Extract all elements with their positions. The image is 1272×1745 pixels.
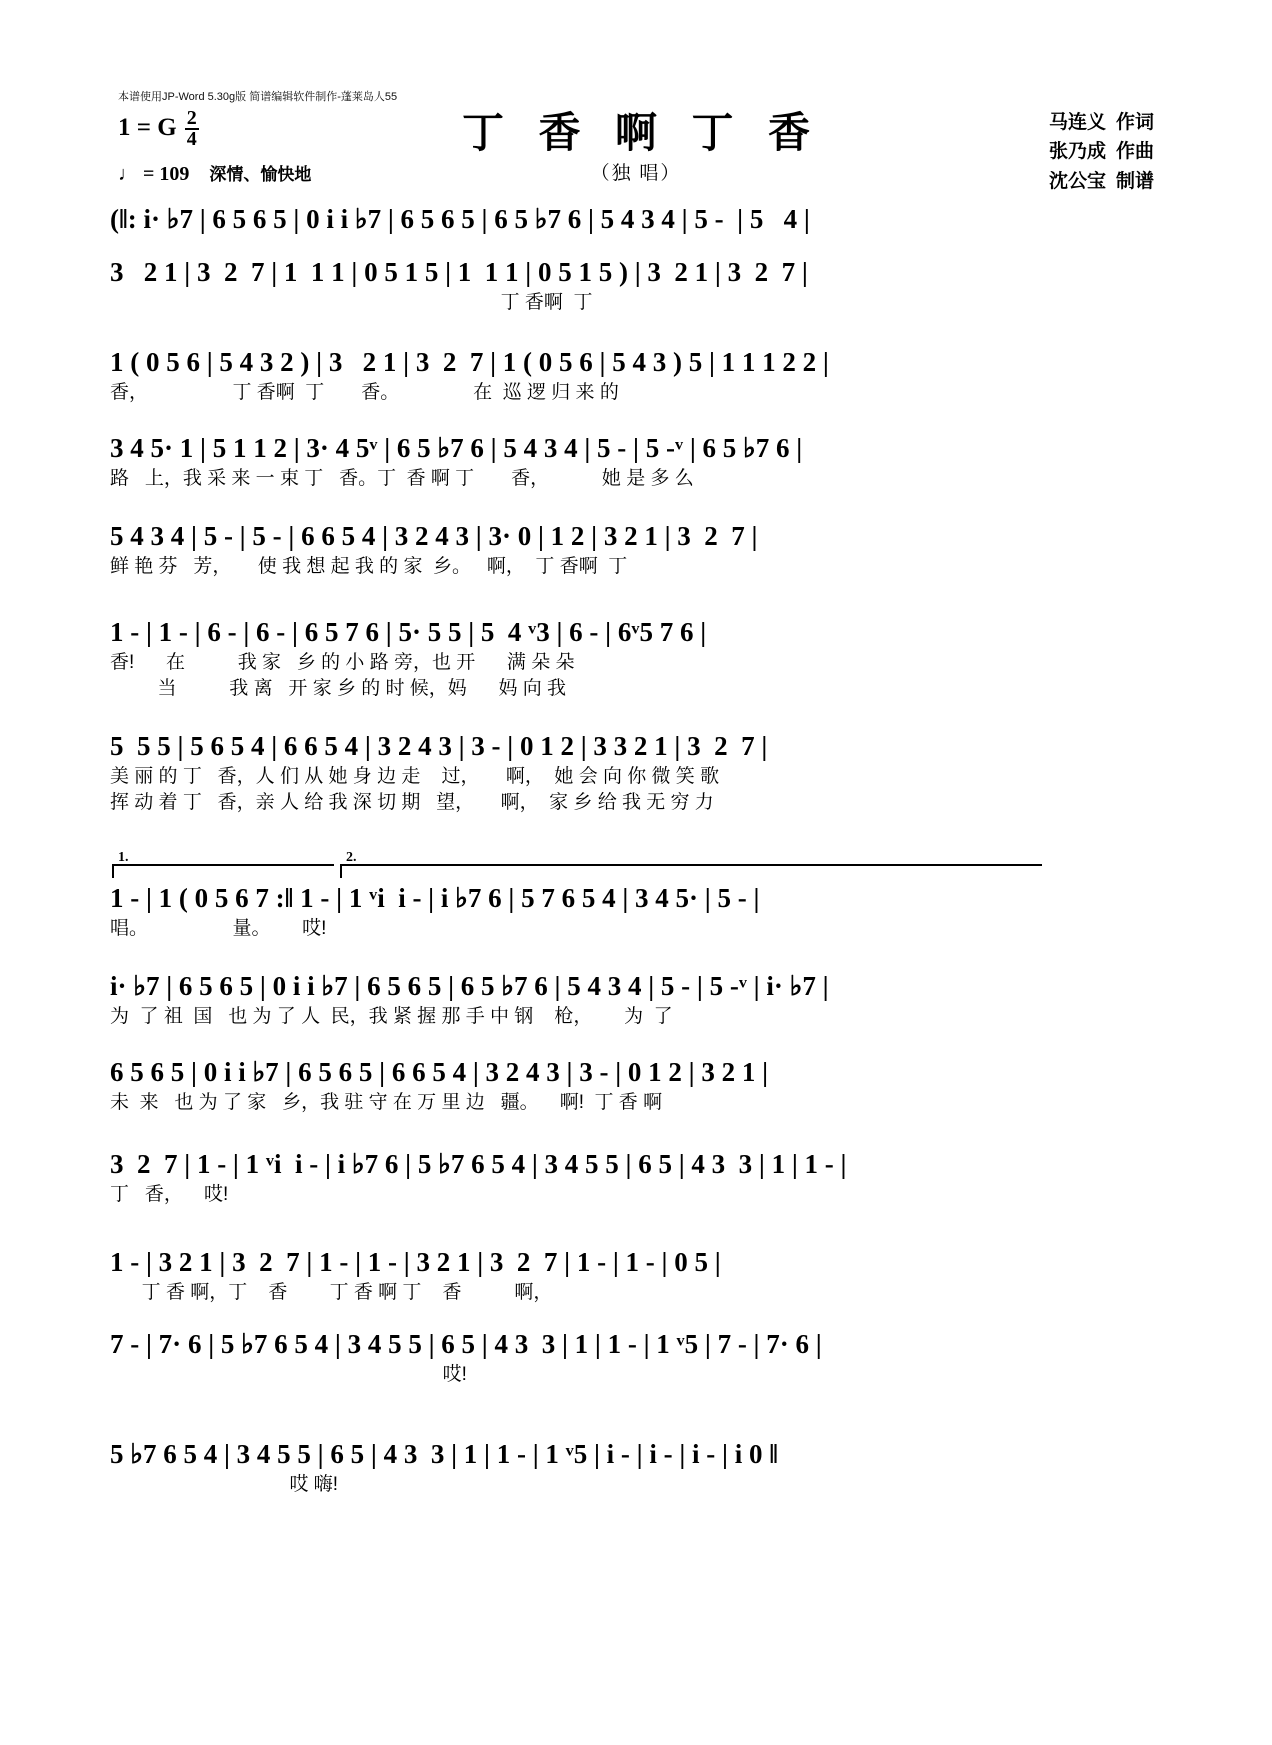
music-system-7 bbox=[110, 732, 1170, 815]
composer-name: 张乃成 bbox=[1048, 141, 1106, 163]
tempo-value: ♩ = 109 bbox=[118, 163, 190, 185]
notation-line: 1 ( 0 5 6 | 5 4 3 2 ) | 3 2 1 | 3 2 7 | 1 ( 0 5 6 | 5 4 3 ) 5 | 1 1 1 2 2 | bbox=[110, 347, 829, 377]
music-system-10 bbox=[110, 1058, 1170, 1114]
page-title: 丁 香 啊 丁 香 bbox=[461, 111, 822, 157]
lyrics-line: 未 来 也 为 了 家 乡，我 驻 守 在 万 里 边 疆。 啊! 丁 香 啊 bbox=[110, 1091, 663, 1113]
notation-line: 5 ♭7 6 5 4 | 3 4 5 5 | 6 5 | 4 3 3 | 1 | 1 - | 1 ᵛ5 | i - | i - | i - | i 0 ‖ bbox=[110, 1439, 778, 1469]
notation-line: 3 2 1 | 3 2 7 | 1 1 1 | 0 5 1 5 | 1 1 1 | 0 5 1 5 ) | 3 2 1 | 3 2 7 | bbox=[110, 257, 808, 287]
notation-line: 7 - | 7· 6 | 5 ♭7 6 5 4 | 3 4 5 5 | 6 5 | 4 3 3 | 1 | 1 - | 1 ᵛ5 | 7 - | 7· 6 | bbox=[110, 1329, 822, 1359]
lyrics-line: 香， 丁 香啊 丁 香。 在 巡 逻 归 来 的 bbox=[110, 381, 619, 403]
lyrics-line-verse1: 美 丽 的 丁 香，人 们 从 她 身 边 走 过， 啊， 她 会 向 你 微 笑 歌 bbox=[110, 765, 720, 787]
lyrics-line-verse1: 香! 在 我 家 乡 的 小 路 旁，也 开 满 朵 朵 bbox=[110, 651, 575, 673]
lyricist-role: 作词 bbox=[1115, 112, 1154, 133]
page-subtitle: （独 唱） bbox=[590, 163, 682, 184]
software-credit-note: 本谱使用JP-Word 5.30g版 简谱编辑软件制作-蓬莱岛人55 bbox=[118, 91, 398, 103]
lyrics-line: 唱。 量。 哎! bbox=[110, 917, 327, 939]
composer-role: 作曲 bbox=[1115, 141, 1154, 163]
notation-line: 5 4 3 4 | 5 - | 5 - | 6 6 5 4 | 3 2 4 3 | 3· 0 | 1 2 | 3 2 1 | 3 2 7 | bbox=[110, 521, 758, 551]
music-system-2 bbox=[110, 258, 1170, 314]
music-system-1 bbox=[110, 205, 1170, 235]
lyrics-line: 丁 香， 哎! bbox=[110, 1183, 229, 1205]
time-signature-denominator: 4 bbox=[186, 128, 197, 150]
credits-block bbox=[1049, 108, 1154, 196]
notation-line: 5 5 5 | 5 6 5 4 | 6 6 5 4 | 3 2 4 3 | 3 - | 0 1 2 | 3 3 2 1 | 3 2 7 | bbox=[110, 731, 768, 761]
lyrics-line: 哎! bbox=[110, 1363, 467, 1385]
notation-line: 1 - | 1 - | 6 - | 6 - | 6 5 7 6 | 5· 5 5 | 5 4 ᵛ3 | 6 - | 6ᵛ5 7 6 | bbox=[110, 617, 707, 647]
engraver-role: 制谱 bbox=[1115, 170, 1154, 192]
volta-label-2: 2. bbox=[346, 850, 357, 865]
notation-line: 3 4 5· 1 | 5 1 1 2 | 3· 4 5ᵛ | 6 5 ♭7 6 | 5 4 3 4 | 5 - | 5 -ᵛ | 6 5 ♭7 6 | bbox=[110, 433, 803, 463]
music-system-13 bbox=[110, 1330, 1170, 1386]
music-system-11 bbox=[110, 1150, 1170, 1206]
volta-label-1: 1. bbox=[118, 850, 129, 865]
notation-line: 1 - | 1 ( 0 5 6 7 :‖ 1 - | 1 ᵛi i - | i ♭7 6 | 5 7 6 5 4 | 3 4 5· | 5 - | bbox=[110, 883, 760, 913]
notation-line: 6 5 6 5 | 0 i i ♭7 | 6 5 6 5 | 6 6 5 4 | 3 2 4 3 | 3 - | 0 1 2 | 3 2 1 | bbox=[110, 1057, 769, 1087]
music-system-9 bbox=[110, 972, 1170, 1028]
engraver-name: 沈公宝 bbox=[1048, 170, 1106, 192]
key-signature-text: 1 = G bbox=[118, 114, 177, 141]
music-system-3 bbox=[110, 348, 1170, 404]
music-system-4 bbox=[110, 434, 1170, 490]
notation-line: (‖: i· ♭7 | 6 5 6 5 | 0 i i ♭7 | 6 5 6 5 | 6 5 ♭7 6 | 5 4 3 4 | 5 - | 5 4 | bbox=[110, 204, 810, 234]
music-system-14 bbox=[110, 1440, 1170, 1496]
expression-marking: 深情、愉快地 bbox=[209, 165, 312, 184]
time-signature-numerator: 2 bbox=[186, 107, 197, 129]
notation-line: 3 2 7 | 1 - | 1 ᵛi i - | i ♭7 6 | 5 ♭7 6 5 4 | 3 4 5 5 | 6 5 | 4 3 3 | 1 | 1 - | bbox=[110, 1149, 847, 1179]
credit-line bbox=[1049, 167, 1154, 196]
lyrics-line-verse2: 当 我 离 开 家 乡 的 时 候，妈 妈 向 我 bbox=[110, 678, 567, 700]
lyrics-line: 丁 香啊 丁 bbox=[110, 291, 593, 313]
lyrics-line: 丁 香 啊，丁 香 丁 香 啊 丁 香 啊， bbox=[110, 1281, 553, 1303]
lyricist-name: 马连义 bbox=[1048, 112, 1106, 133]
lyrics-line: 为 了 祖 国 也 为 了 人 民，我 紧 握 那 手 中 钢 枪， 为 了 bbox=[110, 1005, 673, 1027]
credit-line bbox=[1049, 137, 1154, 166]
lyrics-line: 鲜 艳 芬 芳， 使 我 想 起 我 的 家 乡。 啊， 丁 香啊 丁 bbox=[110, 555, 628, 577]
lyrics-line: 哎 嗨! bbox=[110, 1473, 339, 1495]
music-system-5 bbox=[110, 522, 1170, 578]
lyrics-line-verse2: 挥 动 着 丁 香，亲 人 给 我 深 切 期 望， 啊， 家 乡 给 我 无 穷 力 bbox=[110, 792, 714, 814]
notation-line: 1 - | 3 2 1 | 3 2 7 | 1 - | 1 - | 3 2 1 | 3 2 7 | 1 - | 1 - | 0 5 | bbox=[110, 1247, 721, 1277]
music-system-8 bbox=[110, 884, 1170, 940]
notation-line: i· ♭7 | 6 5 6 5 | 0 i i ♭7 | 6 5 6 5 | 6 5 ♭7 6 | 5 4 3 4 | 5 - | 5 -ᵛ | i· ♭7 | bbox=[110, 971, 829, 1001]
lyrics-line: 路 上，我 采 来 一 束 丁 香。丁 香 啊 丁 香， 她 是 多 么 bbox=[110, 467, 694, 489]
music-system-12 bbox=[110, 1248, 1170, 1304]
music-system-6 bbox=[110, 618, 1170, 701]
credit-line bbox=[1049, 108, 1154, 137]
